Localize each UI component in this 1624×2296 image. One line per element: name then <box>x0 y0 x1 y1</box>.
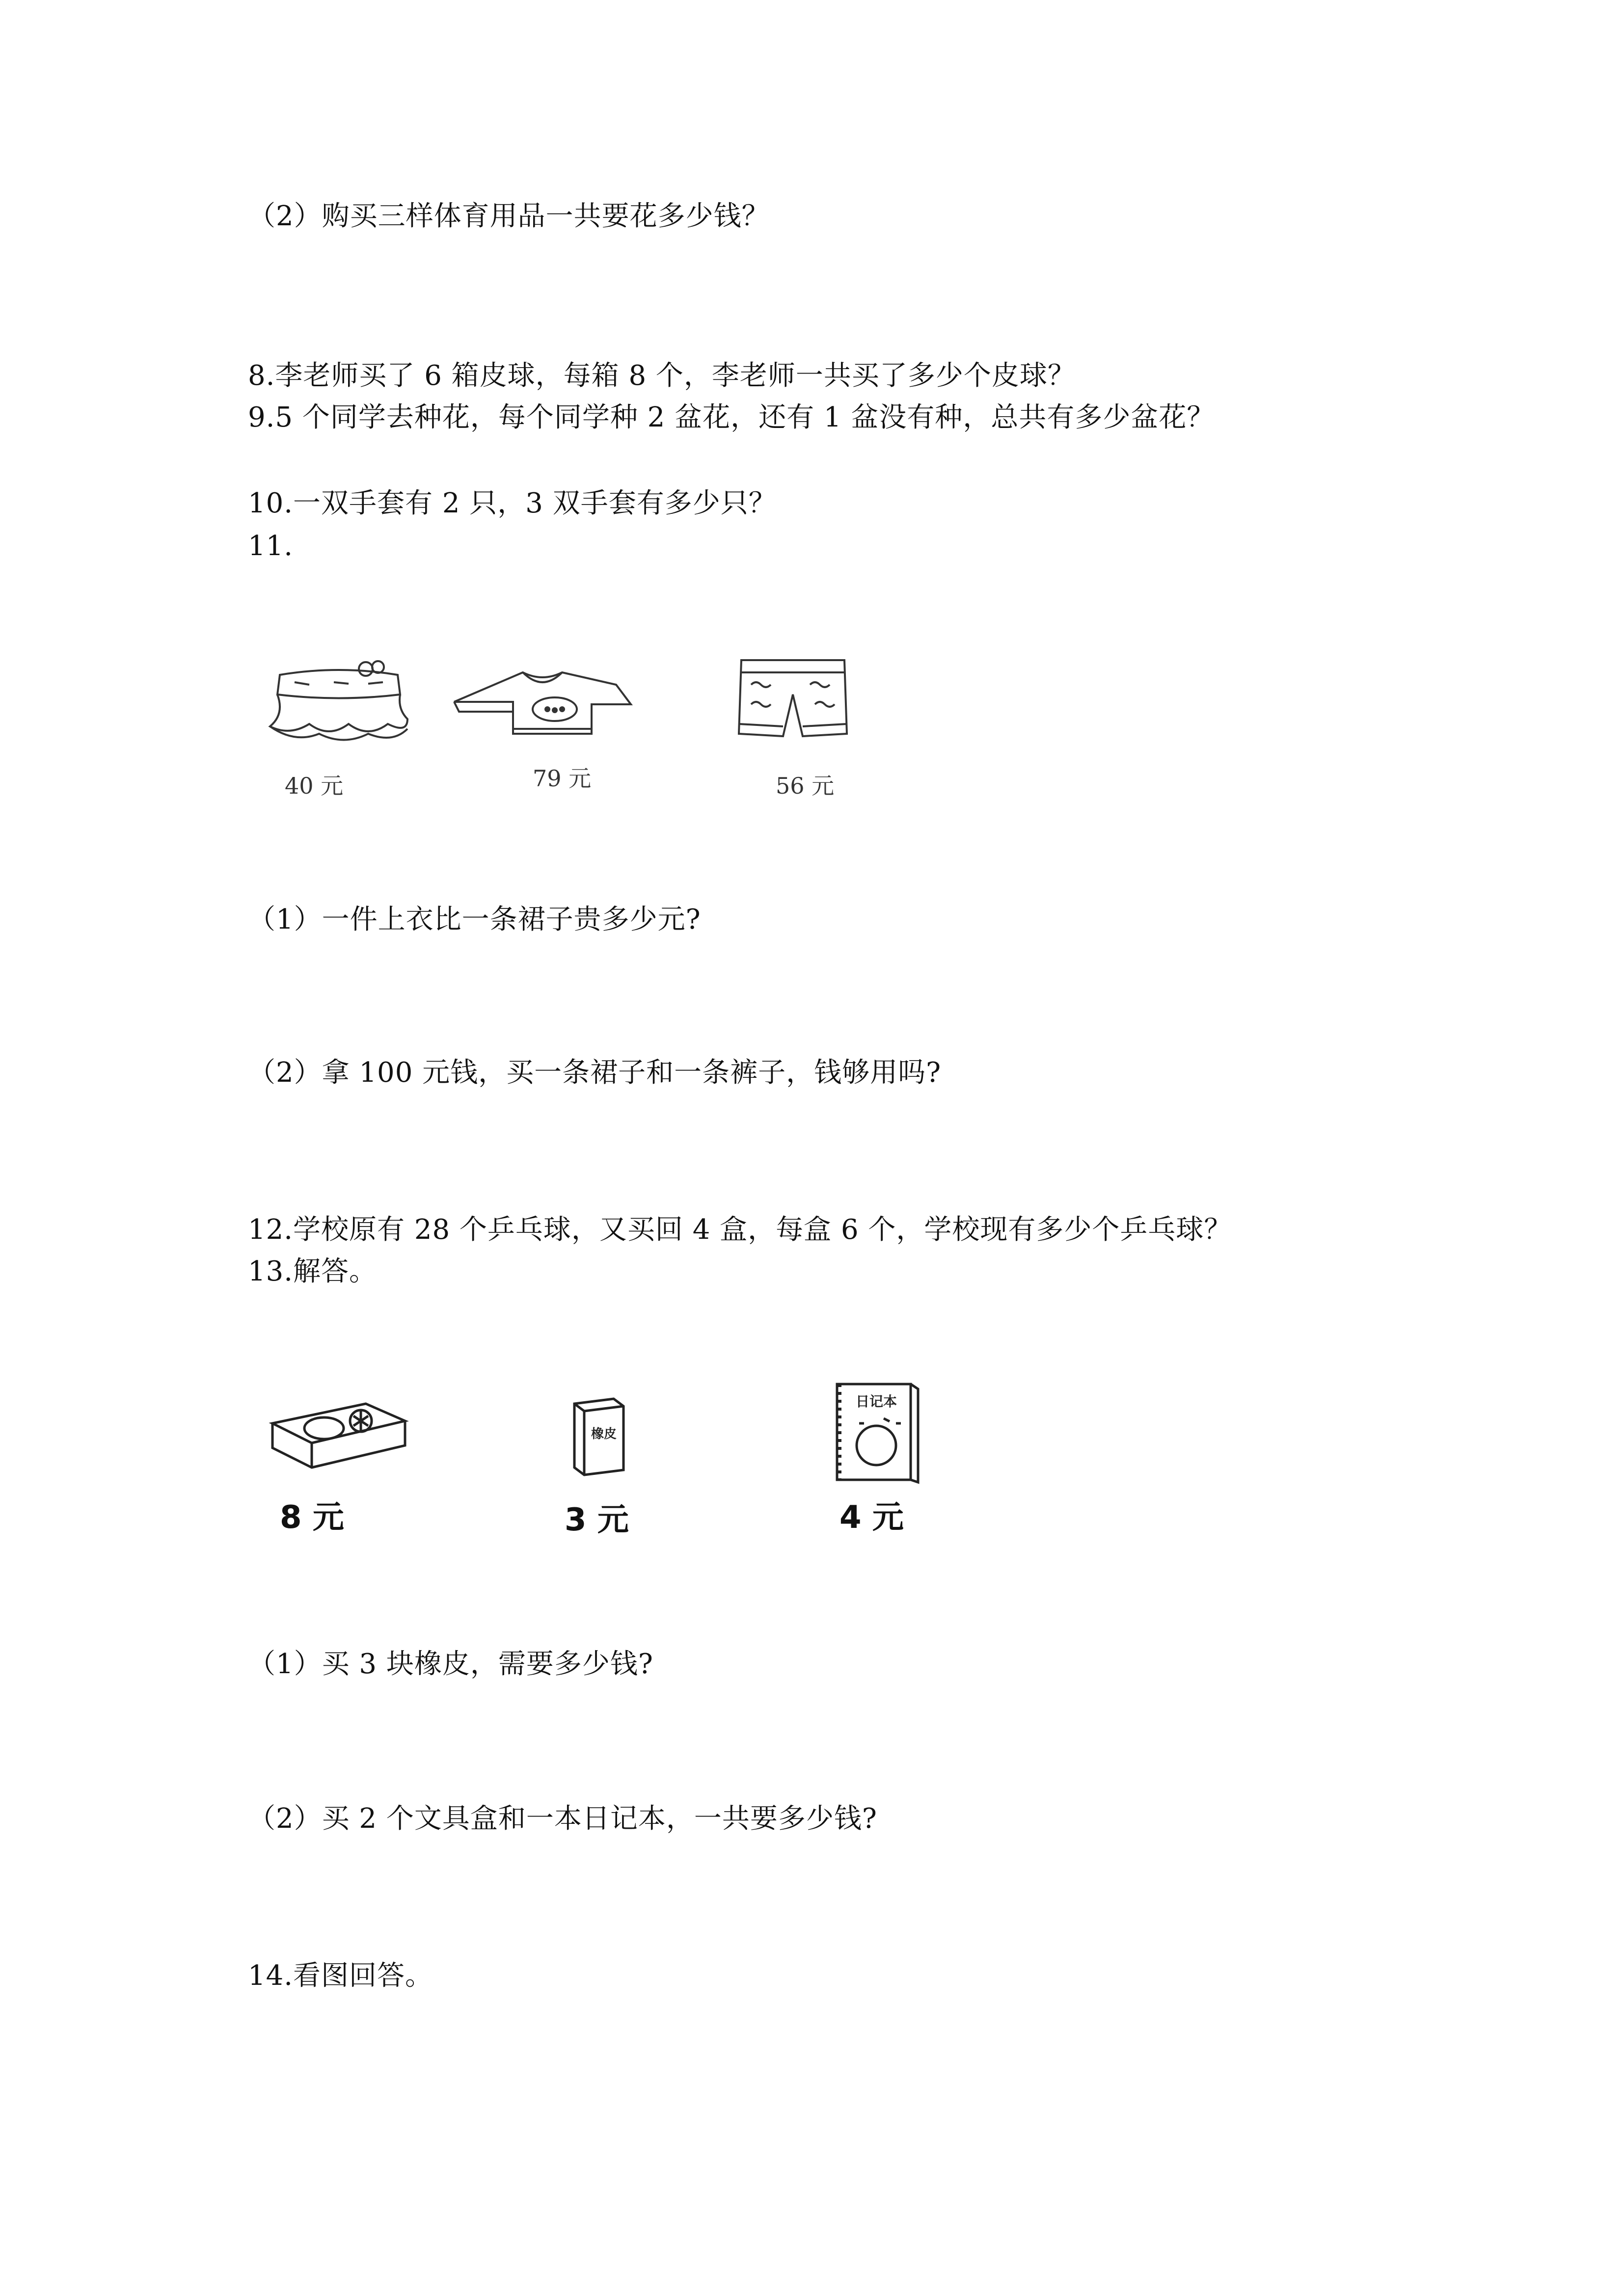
question-14: 14.看图回答。 <box>248 1960 433 1992</box>
eraser-label: 橡皮 <box>591 1427 617 1442</box>
question-13-part-1: （1）买 3 块橡皮，需要多少钱? <box>248 1648 653 1680</box>
eraser-icon <box>567 1389 631 1482</box>
shorts-price: 56 元 <box>776 773 835 799</box>
shirt-icon <box>449 655 636 748</box>
question-7-part-2: （2）购买三样体育用品一共要花多少钱？ <box>248 200 770 232</box>
eraser-price: 3 元 <box>565 1502 629 1538</box>
pencil-box-price: 8 元 <box>280 1499 344 1536</box>
diary-icon <box>830 1377 923 1485</box>
diary-label: 日记本 <box>855 1393 897 1410</box>
question-10: 10.一双手套有 2 只，3 双手套有多少只？ <box>248 487 777 519</box>
question-12: 12.学校原有 28 个乒乓球，又买回 4 盒，每盒 6 个，学校现有多少个乒乓球？ <box>248 1214 1232 1246</box>
diary-price: 4 元 <box>839 1499 904 1536</box>
question-11-part-1: （1）一件上衣比一条裙子贵多少元? <box>248 904 701 935</box>
question-13: 13.解答。 <box>248 1255 378 1287</box>
shorts-icon <box>731 650 854 748</box>
question-11: 11. <box>248 530 294 562</box>
question-9: 9.5 个同学去种花，每个同学种 2 盆花，还有 1 盆没有种，总共有多少盆花？ <box>248 401 1215 433</box>
shirt-price: 79 元 <box>533 765 592 792</box>
question-11-part-2: （2）拿 100 元钱，买一条裙子和一条裤子，钱够用吗? <box>248 1057 942 1089</box>
skirt-icon <box>260 655 417 748</box>
pencil-box-icon <box>268 1394 410 1477</box>
question-13-part-2: （2）买 2 个文具盒和一本日记本，一共要多少钱? <box>248 1803 877 1835</box>
question-8: 8.李老师买了 6 箱皮球，每箱 8 个，李老师一共买了多少个皮球？ <box>248 360 1076 392</box>
skirt-price: 40 元 <box>285 773 344 799</box>
